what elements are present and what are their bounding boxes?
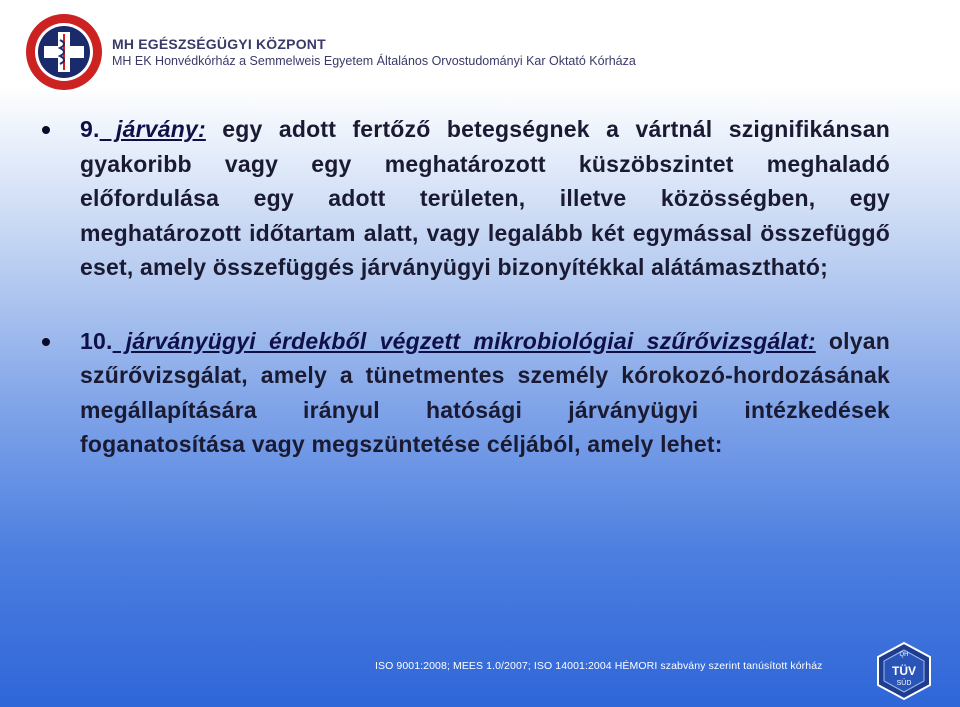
item-number: 10. (80, 327, 113, 354)
bullet-icon (42, 126, 50, 134)
defined-term: járvány: (99, 116, 206, 142)
definition-paragraph (80, 324, 890, 462)
definition-paragraph (80, 112, 890, 285)
cert-label: TÜV (892, 664, 916, 678)
page-header (0, 0, 960, 95)
definition-text: egy adott fertőző betegségnek a vártnál szignifikánsan gyakoribb vagy egy meghatározott küszöbszintet meghaladó előfordulása egy adott területen, illetve közösségben, egy meghatározott időtartam alatt, vagy legalább két egymással összefüggő eset, amely összefüggés járványügyi bizonyítékkal alátámasztható; (80, 116, 890, 280)
definition-text: olyan szűrővizsgálat, amely a tünetmentes személy kórokozó-hordozásának megállapítására irányul hatósági járványügyi intézkedések foganatosítása vagy megszüntetése céljából, amely lehet: (80, 327, 890, 457)
defined-term: járványügyi érdekből végzett mikrobiológiai szűrővizsgálat: (112, 327, 816, 354)
org-subtitle: MH EK Honvédkórház a Semmelweis Egyetem Általános Orvostudományi Kar Oktató Kórháza (112, 54, 636, 68)
certification-text: ISO 9001:2008; MEES 1.0/2007; ISO 14001:2004 HÉMORI szabvány szerint tanúsított kórház (375, 660, 823, 672)
hospital-logo-icon (24, 12, 104, 92)
bullet-icon (42, 338, 50, 346)
list-item (40, 324, 890, 462)
item-number: 9. (80, 116, 100, 142)
cert-top-label: QH (899, 652, 909, 658)
org-name: MH EGÉSZSÉGÜGYI KÖZPONT (112, 36, 326, 52)
definitions-list (40, 108, 890, 462)
tuv-certification-icon (874, 641, 934, 701)
cert-sub-label: SÜD (896, 680, 912, 687)
list-item (40, 112, 890, 285)
